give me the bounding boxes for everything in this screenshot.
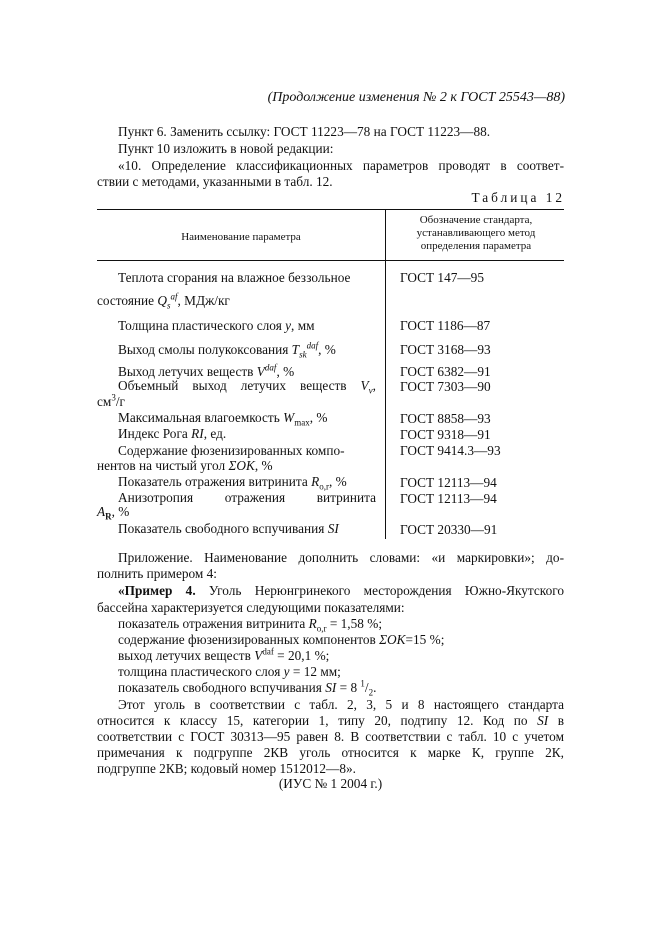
bullet-4: толщина пластического слоя y = 12 мм; — [118, 664, 341, 679]
column-header-parameter: Наименование параметра — [181, 231, 301, 243]
bullet-3: выход летучих веществ $V^{daf} = 20,1$ %; — [118, 646, 330, 663]
conclusion-line-1: Этот уголь в соответствии с табл. 2, 3, 5 и 8 настоящего стандарта — [118, 697, 564, 712]
table-header-rule — [97, 260, 564, 261]
conclusion-line-4: примечания к подгруппе 2КВ уголь относится к марке К, группе 2К, — [97, 745, 564, 760]
example-line-2: бассейна характеризуется следующими показателями: — [97, 600, 405, 615]
intro-line-1: Пункт 6. Заменить ссылку: ГОСТ 11223—78 на ГОСТ 11223—88. — [118, 124, 491, 139]
conclusion-line-3: соответствии с ГОСТ 30313—95 равен 8. В соответствии с табл. 10 с учетом — [97, 729, 564, 744]
page-header: (Продолжение изменения № 2 к ГОСТ 25543—88) — [267, 90, 565, 105]
table-caption: Таблица 12 — [471, 190, 565, 205]
bullet-2: содержание фюзенизированных компонентов ΣOK=15 %; — [118, 632, 445, 647]
example-line-1: «Пример 4. Уголь Нерюнгринекого месторождения Южно-Якутского — [118, 583, 565, 598]
bullet-1: показатель отражения витринита $R_{o,r} = 1,58$ %; — [118, 616, 383, 634]
page-footer: (ИУС № 1 2004 г.) — [278, 776, 383, 791]
intro-line-3: «10. Определение классификационных параметров проводят в соответ- — [118, 158, 564, 173]
appendix-line-2: полнить примером 4: — [97, 566, 217, 581]
intro-line-2: Пункт 10 изложить в новой редакции: — [118, 141, 334, 156]
document-page: (Продолжение изменения № 2 к ГОСТ 25543—88) Пункт 6. Заменить ссылку: ГОСТ 11223—78 на ГОСТ 11223—88. Пункт 10 изложить в новой редакции: «10. Определение классификационных параметров проводят в соответ- ствии с методами, указанными в табл. 12. Таблица 12 Наименование параметра Обозначение стандарта, устанавливающего метод определения параметра Теплота сгорания на влажное беззольное состояние $Q_s^{af}$, МДж/кг ГОСТ 147—95 Толщина пластического слоя y, мм ГОСТ 1186—87 Выход смолы полукоксования $T_{sk}^{daf}$, % ГОСТ 3168—93 Выход летучих веществ $V^{daf}$, % ГОСТ 6382—91 Объемный выход летучих веществ $V_v$, $см^3/г$ ГОСТ 7303—90 Максимальная влагоемкость $W_{max}$, % ГОСТ 8858—93 Индекс Рога RI, ед. ГОСТ 9318—91 Содержание фюзенизированных компо- нентов на чистый угол ΣOK, % ГОСТ 9414.3—93 Показатель отражения витринита $R_{o,r}$, % ГОСТ 12113—94 Анизотропия отражения витринита $A_R$, % ГОСТ 12113—94 Показатель свободного вспучивания SI ГОСТ 20330—91 Приложение. Наименование дополнить словами: «и маркировки»; до- полнить примером 4: «Пример 4. Уголь Нерюнгринекого месторождения Южно-Якутского бассейна характеризуется следующими показателями: показатель отражения витринита $R_{o,r} = 1,58$ %; содержание фюзенизированных компонентов ΣOK=15 %; выход летучих веществ $V^{daf} = 20,1$ %; толщина пластического слоя y = 12 мм; показатель свободного вспучивания SI = 8 $^1/_2$. Этот уголь в соответствии с табл. 2, 3, 5 и 8 настоящего стандарта относится к классу 15, категории 1, типу 20, подтипу 12. Код по SI в соответствии с ГОСТ 30313—95 равен 8. В соответствии с табл. 10 с учетом примечания к подгруппе 2КВ уголь относится к марке К, группе 2К, подгруппе 2КВ; кодовый номер 1512012—8». (ИУС № 1 2004 г.) — [0, 0, 661, 936]
intro-line-4: ствии с методами, указанными в табл. 12. — [97, 174, 333, 189]
column-header-standard: Обозначение стандарта, устанавливающего метод определения параметра — [416, 214, 536, 252]
conclusion-line-2: относится к классу 15, категории 1, типу 20, подтипу 12. Код по SI в — [97, 713, 565, 728]
table-top-rule — [97, 209, 564, 210]
appendix-line-1: Приложение. Наименование дополнить словами: «и маркировки»; до- — [118, 550, 564, 565]
table-column-divider — [385, 209, 386, 539]
conclusion-line-5: подгруппе 2КВ; кодовый номер 1512012—8». — [97, 761, 356, 776]
bullet-5: показатель свободного вспучивания SI = 8 $^1/_2$. — [118, 678, 377, 698]
